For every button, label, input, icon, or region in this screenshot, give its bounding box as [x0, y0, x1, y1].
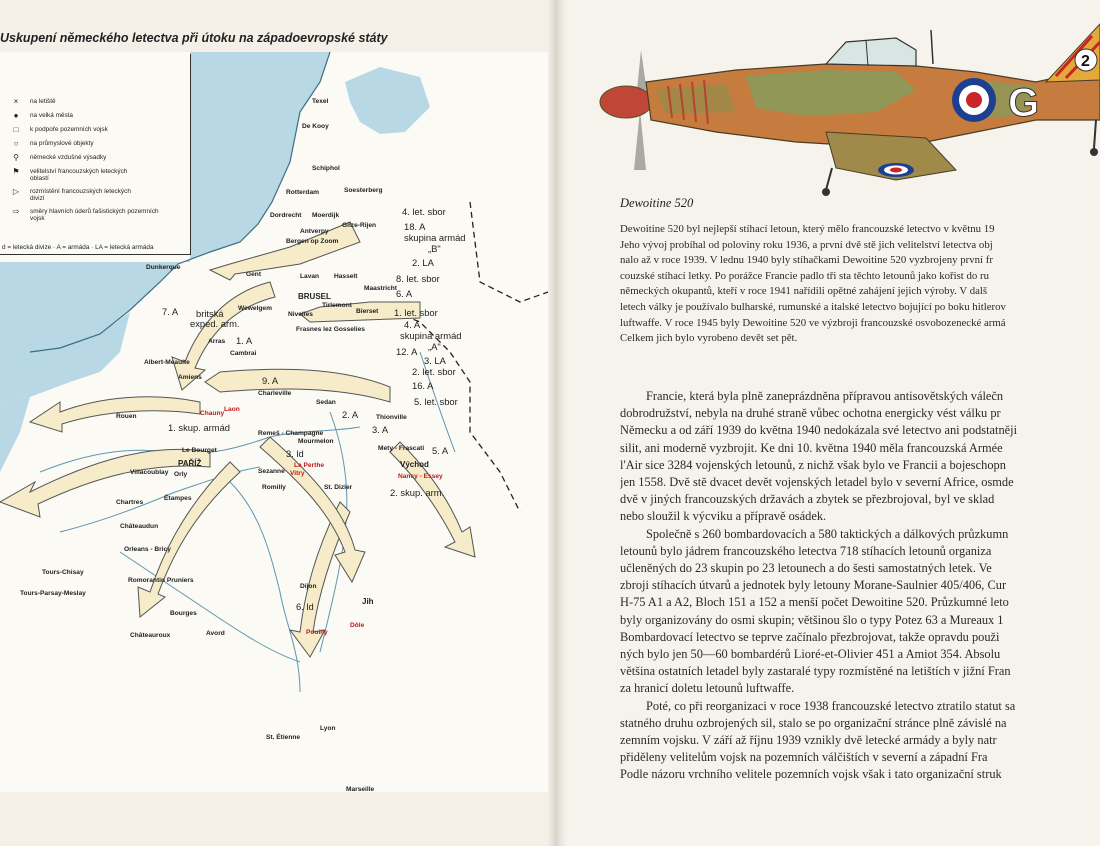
body-line: letounů bylo jádrem francouzského letectva 718 stíhacích letounů organiza [620, 543, 992, 558]
legend-item: ⚑ velitelství francouzských leteckých oblastí [30, 168, 140, 182]
place-label: Remeš - Champagne [258, 430, 324, 437]
place-label: Thionville [376, 414, 407, 421]
unit-label: 12. A [396, 346, 418, 357]
legend-item: ▷ rozmístění francouzských leteckých divizí [30, 188, 140, 202]
place-label: Lyon [320, 725, 336, 732]
unit-label: 3. ld [286, 448, 304, 459]
place-label: Frasnes lez Gosselies [296, 326, 365, 333]
place-label: Bierset [356, 308, 379, 315]
unit-label: „B" [428, 243, 441, 254]
body-line: zbroji stíhacích útvarů a jednotek byly letouny Morane-Saulnier 405/406, Cur [620, 578, 1007, 593]
place-label: Amiens [178, 374, 202, 381]
body-line: dobrodružství, nebyla na druhé straně vůbec ochotna energicky vést válku pr [620, 406, 1001, 421]
place-label: Dôle [350, 622, 365, 629]
legend-item: ⇨ směry hlavních úderů fašistických pozemních vojsk [30, 208, 160, 222]
unit-label: „A" [428, 341, 441, 352]
legend-item: ○ na průmyslové objekty [30, 140, 94, 147]
place-label: Antverpy [300, 228, 329, 235]
square-icon: □ [13, 125, 19, 134]
caption-line: letech války je používalo bulharské, rumunské a italské letectvo bojující po boku hitlerov [620, 300, 1006, 313]
place-label: Laon [224, 406, 240, 413]
body-line: učleněných do 23 skupin po 23 letounech a do šesti samostatných letek. Ve [620, 561, 992, 576]
aircraft-caption [620, 222, 1100, 347]
unit-label: 1. A [236, 335, 253, 346]
body-line: silit, ani moderně vyzbrojit. Ke dni 10. května 1940 měla francouzská Armée [620, 440, 1003, 455]
body-line: Francie, která byla plně zaneprázdněna přípravou antisovětských válečn [646, 389, 1004, 403]
place-label: Lavan [300, 273, 320, 280]
unit-label: 16. A [412, 380, 434, 391]
unit-label: 6. A [396, 288, 413, 299]
place-label: Châteauroux [130, 632, 171, 639]
body-line: Poté, co při reorganizaci v roce 1938 francouzské letectvo ztratilo statut sa [646, 698, 1016, 713]
body-line: Bombardovací letectvo se teprve začínalo přezbrojovat, takže opravdu použi [620, 629, 1000, 644]
place-label: Orleans - Bricy [124, 546, 171, 553]
unit-label: skupina armád [400, 330, 462, 341]
place-label: Bourges [170, 610, 197, 617]
place-label: Nivelles [288, 311, 313, 318]
body-line: nebo sloužil k výcviku a přípravě osádek. [620, 509, 827, 524]
place-label: Vitry [290, 470, 305, 477]
body-line: l'Air sice 3284 vojenských letounů, z nichž však bylo ve Francii a bojeschopn [620, 457, 1006, 472]
body-line: H-75 A1 a A2, Bloch 151 a 152 a menší počet Dewoitine 520. Průzkumné leto [620, 595, 1009, 610]
map-legend [0, 54, 191, 255]
place-label: Východ [400, 460, 429, 469]
unit-label: 18. A [404, 221, 426, 232]
unit-label: skupina armád [404, 232, 466, 243]
place-label: Pouilly [306, 629, 328, 636]
unit-label: 9. A [262, 375, 279, 386]
place-label: Schiphol [312, 165, 340, 172]
place-label: Cambrai [230, 350, 257, 357]
bomb-icon: ● [13, 111, 19, 120]
map-title: Uskupení německého letectva při útoku na západoevropské státy [0, 31, 388, 45]
caption-line: luftwaffe. V roce 1945 byly Dewoitine 520 ve výzbroji francouzské osvobozenecké armá [620, 316, 1006, 329]
place-label: Mety - Frascati [378, 445, 425, 452]
unit-label: 2. skup. arm. [390, 487, 445, 498]
body-line: statného druhu ozbrojených sil, stalo se po organizační stránce plně závislé na [620, 715, 1007, 730]
place-label: Dordrecht [270, 212, 302, 219]
place-label: Le Bourget [182, 447, 217, 454]
place-label: Arras [208, 338, 226, 345]
tail-number: 2 [1081, 53, 1090, 70]
body-line: většina ostatních letadel byly zastaralé typy rozmístěné na letištích v jižní Fran [620, 664, 1011, 679]
place-label: Sezanne [258, 468, 285, 475]
place-label: Wewelgem [238, 305, 272, 312]
place-label: Orly [174, 471, 188, 478]
caption-line: Jeho vývoj probíhal od poloviny roku 1936, a první dvě stě jich velitelství letectva obj [620, 238, 993, 251]
place-label: Hasselt [334, 273, 358, 280]
caption-line: Celkem jich bylo vyrobeno devět set pět. [620, 332, 798, 345]
place-label: La Perthe [294, 462, 325, 469]
body-text [620, 388, 1100, 784]
unit-label: 1. skup. armád [168, 422, 231, 433]
unit-label: 5. let. sbor [414, 396, 458, 407]
aircraft-illustration [596, 20, 1100, 200]
place-label: Moerdijk [312, 212, 340, 219]
body-line: Společně s 260 bombardovacích a 580 taktických a dálkových průzkumn [646, 526, 1009, 541]
place-label: Tirlemont [322, 302, 352, 309]
body-line: za hranicí doletu letounů luftwaffe. [620, 681, 795, 696]
body-line: jen 1558. Dvě stě dvacet devět vojenských letadel bylo v severní Africe, osmde [620, 475, 1014, 490]
place-label: Gilze-Rijen [342, 222, 377, 229]
place-label: Mourmelon [298, 438, 334, 445]
place-label: Nancy - Essey [398, 473, 443, 480]
legend-item: ● na velká města [30, 112, 73, 119]
tail-code: G [1008, 81, 1040, 125]
legend-item: □ k podpoře pozemních vojsk [30, 126, 108, 133]
body-line: byly organizovány do osmi skupin; většinou šlo o typy Potez 63 a Mureaux 1 [620, 612, 1004, 627]
unit-label: 2. LA [412, 257, 434, 268]
place-label: Bergen op Zoom [286, 238, 339, 245]
caption-line: německých okupantů, kteří v roce 1941 nařídili opětné zahájení jejich výroby. V dalš [620, 285, 988, 298]
unit-label: 7. A [162, 306, 179, 317]
triangle-flag-icon: ▷ [12, 187, 20, 196]
unit-label: 4. let. sbor [402, 206, 446, 217]
body-line: zemním vojsku. V září až říjnu 1939 vznikly dvě letecké armády a byly natr [620, 733, 997, 748]
aircraft-caption-title: Dewoitine 520 [620, 196, 694, 210]
legend-item: × na letiště [30, 98, 56, 105]
place-label: Gent [246, 271, 262, 278]
place-label: Avord [206, 630, 225, 637]
unit-label: britská [196, 308, 224, 319]
place-label: Dunkerque [146, 264, 181, 271]
unit-label: 1. let. sbor [394, 307, 438, 318]
parachute-icon: ⚲ [13, 153, 19, 162]
place-label: Sedan [316, 399, 336, 406]
place-label: Villacoublay [130, 469, 169, 476]
place-label: Étampes [164, 495, 192, 502]
unit-label: exped. arm. [190, 318, 240, 329]
place-label: Rotterdam [286, 189, 319, 196]
cross-icon: × [13, 97, 19, 106]
book-gutter [548, 0, 566, 846]
place-label: Albert-Meaulte [144, 359, 190, 366]
place-label: Marseille [346, 786, 375, 793]
unit-label: 2. let. sbor [412, 366, 456, 377]
arrow-icon: ⇨ [12, 207, 20, 216]
place-label: Châteaudun [120, 523, 159, 530]
place-label: Rouen [116, 413, 137, 420]
unit-label: 6. ld [296, 601, 314, 612]
unit-label: 3. A [372, 424, 389, 435]
place-label: BRUSEL [298, 292, 331, 301]
body-line: dvě v jiných francouzských državách a zbytek se přezbrojoval, byl ve sklad [620, 492, 995, 507]
body-line: přiděleny velitelům vojsk na pozemních válčištích v severní a západní Fra [620, 750, 988, 765]
body-line: Podle názoru vrchního velitele pozemních vojsk však i tato organizační struk [620, 767, 1002, 782]
circle-icon: ○ [13, 139, 19, 148]
place-label: Texel [312, 98, 329, 105]
place-label: Dijon [300, 583, 317, 590]
caption-line: couzské stíhací letky. Po porážce Francie padlo tři sta těchto letounů jako kořist do ru [620, 269, 989, 282]
place-label: Romorantin Pruniers [128, 577, 194, 584]
caption-line: nalo až v roce 1939. V lednu 1940 byly stíhačkami Dewoitine 520 vyzbrojeny první fr [620, 254, 993, 267]
body-line: Německu a od září 1939 do května 1940 nedokázala své letectvo ani podstatněji [620, 423, 1018, 438]
place-label: Charleville [258, 390, 292, 397]
legend-footer: d = letecká divize · A = armáda · LA = letecká armáda [2, 244, 154, 251]
legend-item: ⚲ německé vzdušné výsadky [30, 154, 106, 161]
place-label: Tours-Chisay [42, 569, 84, 576]
unit-label: 8. let. sbor [396, 273, 440, 284]
place-label: Soesterberg [344, 187, 383, 194]
unit-label: 4. A [404, 319, 421, 330]
place-label: Chartres [116, 499, 144, 506]
place-label: St. Dizier [324, 484, 353, 491]
place-label: Tours-Parsay-Meslay [20, 590, 86, 597]
body-line: ných bylo jen 50—60 bombardérů Lioré-et-Olivier 451 a Amiot 354. Absolu [620, 647, 1001, 662]
unit-label: 5. A [432, 445, 449, 456]
place-label: Maastricht [364, 285, 397, 292]
place-label: Romilly [262, 484, 286, 491]
place-label: De Kooy [302, 123, 329, 130]
place-label: Jih [362, 597, 374, 606]
place-label: St. Étienne [266, 734, 301, 741]
place-label: PAŘÍŽ [178, 459, 202, 468]
unit-label: 2. A [342, 409, 359, 420]
caption-line: Dewoitine 520 byl nejlepší stíhací letoun, který mělo francouzské letectvo v květnu 19 [620, 223, 995, 235]
unit-label: 3. LA [424, 355, 446, 366]
flag-icon: ⚑ [12, 167, 20, 176]
place-label: Chauny [200, 410, 225, 417]
